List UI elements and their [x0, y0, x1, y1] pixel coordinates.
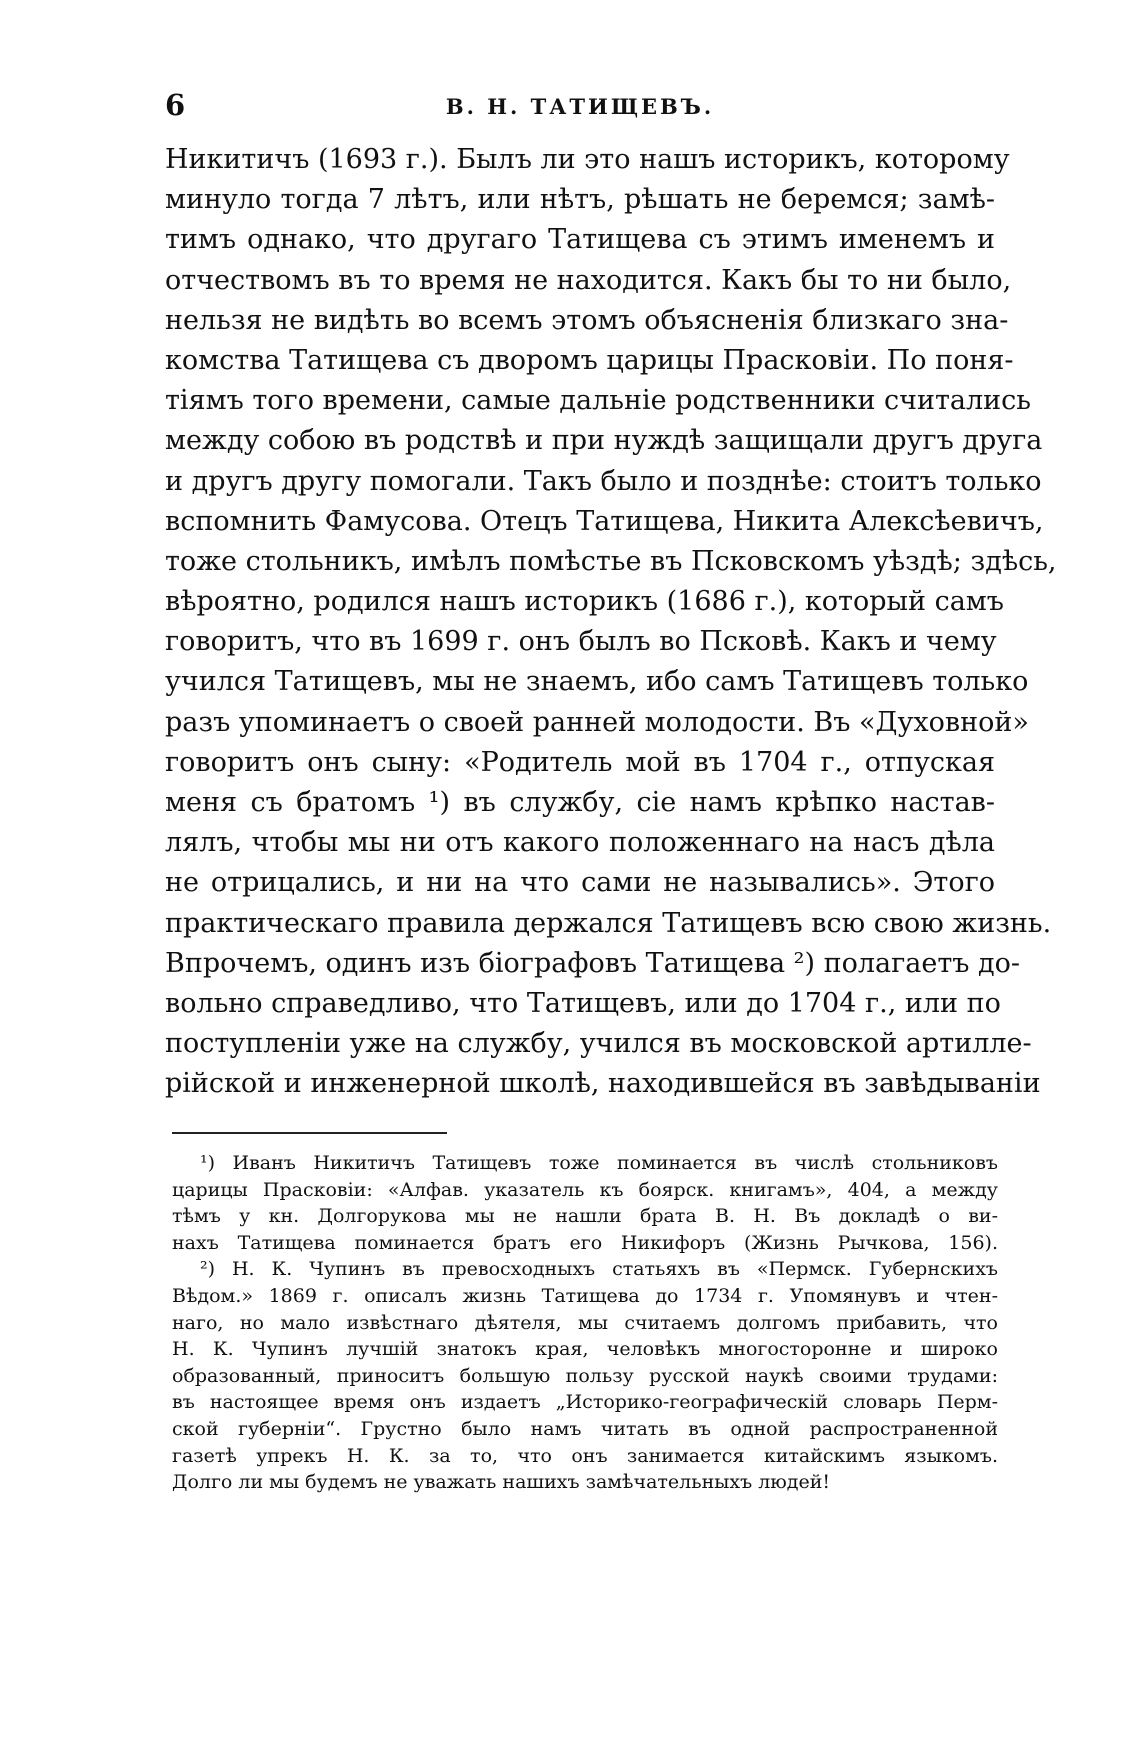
body-line: не отрицались, и ни на что сами не назывались». Этого — [165, 867, 995, 899]
body-line: вѣроятно, родился нашъ историкъ (1686 г.), который самъ — [165, 586, 1004, 618]
footnote-line: ¹) Иванъ Никитичъ Татищевъ тоже поминается въ числѣ стольниковъ — [200, 1152, 998, 1174]
footnote-line: Долго ли мы будемъ не уважать нашихъ замѣчательныхъ людей! — [172, 1471, 831, 1494]
footnote-line: ²) Н. К. Чупинъ въ превосходныхъ статьяхъ въ «Пермск. Губернскихъ — [200, 1258, 998, 1281]
footnotes — [172, 1150, 998, 1496]
footnote-line: образованный, приноситъ большую пользу русской наукѣ своими трудами: — [172, 1364, 998, 1387]
body-text — [165, 140, 1057, 1105]
body-line: Впрочемъ, одинъ изъ біографовъ Татищева ²) полагаетъ до- — [165, 947, 1021, 979]
body-line: рійской и инженерной школѣ, находившейся въ завѣдываніи — [165, 1068, 1041, 1100]
footnote-line: царицы Прасковіи: «Алфав. указатель къ боярск. книгамъ», 404, а между — [172, 1178, 998, 1201]
body-line: комства Татищева съ дворомъ царицы Прасковіи. По поня- — [165, 344, 1014, 376]
footnote-line: ской губерніи“. Грустно было намъ читать въ одной распространенной — [172, 1417, 998, 1440]
body-line: Никитичъ (1693 г.). Былъ ли это нашъ историкъ, которому — [165, 144, 1010, 175]
page-number: 6 — [165, 88, 186, 122]
footnote-line: наго, но мало извѣстнаго дѣятеля, мы считаемъ долгомъ прибавить, что — [172, 1311, 998, 1334]
body-line: меня съ братомъ ¹) въ службу, сіе намъ крѣпко настав- — [165, 787, 995, 818]
body-line: учился Татищевъ, мы не знаемъ, ибо самъ Татищевъ только — [165, 666, 1029, 698]
body-line: лялъ, чтобы мы ни отъ какого положеннаго на насъ дѣла — [165, 827, 995, 859]
body-line: отчествомъ въ то время не находится. Какъ бы то ни было, — [165, 264, 1012, 296]
body-line: практическаго правила держался Татищевъ всю свою жизнь. — [165, 907, 1052, 939]
footnote-line: Н. К. Чупинъ лучшій знатокъ края, человѣкъ многосторонне и широко — [172, 1338, 998, 1361]
running-head: В. Н. ТАТИЩЕВЪ. — [445, 94, 715, 119]
footnote-1 — [172, 1150, 998, 1256]
body-line: тоже стольникъ, имѣлъ помѣстье въ Псковскомъ уѣздѣ; здѣсь, — [165, 545, 1057, 577]
footnote-line: Вѣдом.» 1869 г. описалъ жизнь Татищева до 1734 г. Упомянувъ и чтен- — [172, 1284, 998, 1307]
footnote-line: нахъ Татищева поминается братъ его Никифоръ (Жизнь Рычкова, 156). — [172, 1231, 998, 1254]
body-line: поступленіи уже на службу, учился въ московской артилле- — [165, 1028, 1032, 1060]
body-line: вспомнить Фамусова. Отецъ Татищева, Никита Алексѣевичъ, — [165, 505, 1044, 537]
body-line: разъ упоминаетъ о своей ранней молодости. Въ «Духовной» — [165, 706, 1029, 738]
footnote-line: тѣмъ у кн. Долгорукова мы не нашли брата В. Н. Въ докладѣ о ви- — [172, 1205, 998, 1228]
page-header — [165, 88, 995, 128]
body-line: и другъ другу помогали. Такъ было и позднѣе: стоитъ только — [165, 465, 1042, 497]
body-line: вольно справедливо, что Татищевъ, или до 1704 г., или по — [165, 987, 1001, 1019]
footnote-line: газетѣ упрекъ Н. К. за то, что онъ занимается китайскимъ языкомъ. — [172, 1444, 998, 1467]
body-line: тимъ однако, что другаго Татищева съ этимъ именемъ и — [165, 224, 995, 256]
body-line: тіямъ того времени, самые дальніе родственники считались — [165, 385, 1031, 417]
footnote-line: въ настоящее время онъ издаетъ „Историко-географическій словарь Перм- — [172, 1391, 998, 1414]
body-line: нельзя не видѣть во всемъ этомъ объясненія близкаго зна- — [165, 304, 1009, 336]
footnote-rule — [172, 1132, 447, 1134]
body-line: говоритъ онъ сыну: «Родитель мой въ 1704 г., отпуская — [165, 746, 995, 778]
body-line: говоритъ, что въ 1699 г. онъ былъ во Псковѣ. Какъ и чему — [165, 626, 997, 658]
body-line: между собою въ родствѣ и при нуждѣ защищали другъ друга — [165, 425, 1043, 457]
body-line: минуло тогда 7 лѣтъ, или нѣтъ, рѣшать не беремся; замѣ- — [165, 184, 995, 216]
footnote-2 — [172, 1256, 998, 1495]
